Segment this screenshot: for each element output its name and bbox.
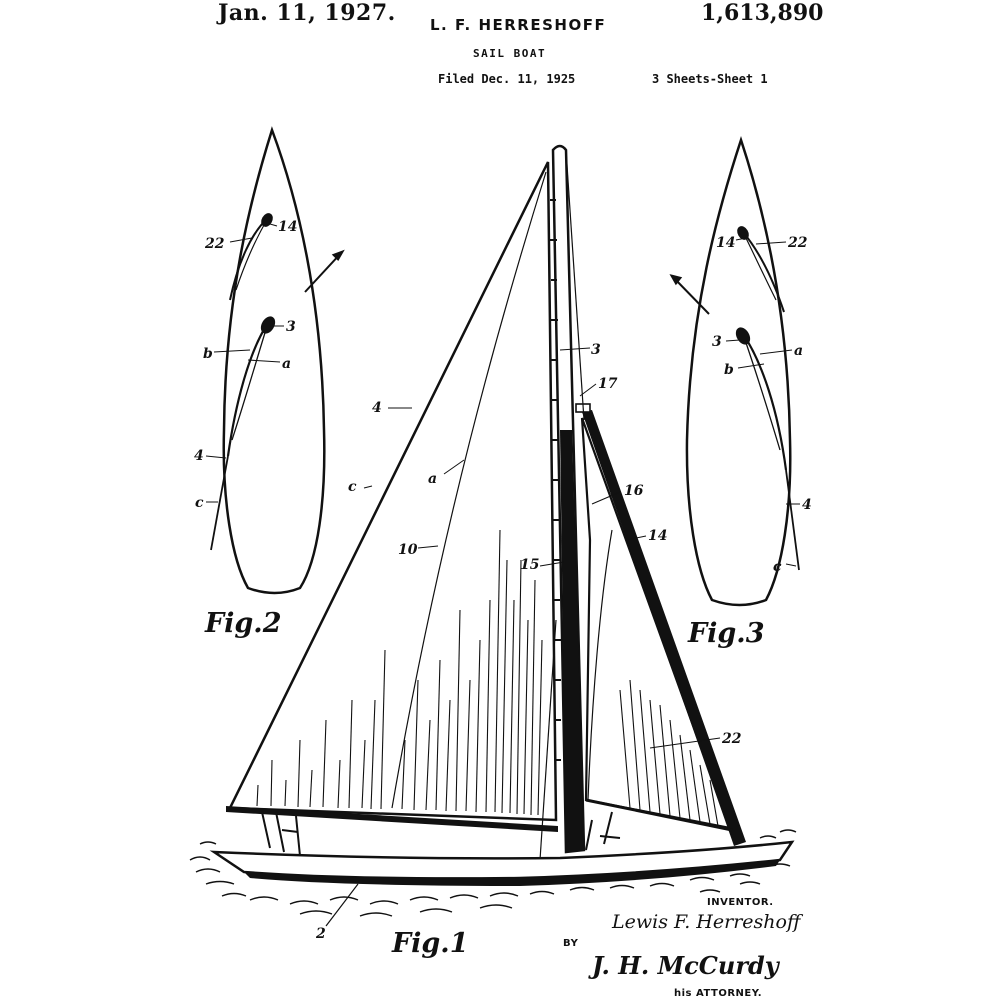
fig2-ref-label: 14 — [278, 219, 298, 235]
fig3-jib-inner — [743, 232, 776, 300]
patent-number: 1,613,890 — [701, 0, 824, 26]
fig3-hull-outline — [687, 140, 790, 605]
figure-1-sailboat — [190, 146, 796, 926]
fig2-jib-mast — [261, 213, 274, 227]
inventor-caption: INVENTOR. — [707, 897, 774, 908]
fig3-ref-label: 4 — [802, 497, 812, 513]
by-label: BY — [563, 938, 579, 949]
fig2-leader-b — [214, 350, 250, 352]
fig2-arrow-head-icon — [334, 252, 342, 259]
fig3-leader-a — [760, 350, 792, 354]
fig2-ref-label: 22 — [205, 236, 225, 252]
filing-date: Filed Dec. 11, 1925 — [438, 72, 576, 86]
fig1-ref-label: 10 — [398, 542, 418, 558]
fig3-mainsail-inner — [743, 334, 780, 450]
issue-date: Jan. 11, 1927. — [218, 0, 396, 26]
fig3-ref-label: 3 — [712, 334, 722, 350]
fig3-ref-label: 14 — [716, 235, 736, 251]
fig2-mainsail-inner — [232, 323, 268, 440]
fig2-ref-label: c — [195, 495, 204, 511]
fig3-leader-22 — [756, 242, 786, 244]
fig1-ref-label: 4 — [372, 400, 382, 416]
fig3-ref-label: a — [794, 343, 804, 359]
fig2-leader-22 — [230, 238, 252, 242]
fig1-ref-label: 14 — [648, 528, 668, 544]
fig3-ref-label: b — [724, 362, 734, 378]
figure-3-hull-plan — [672, 140, 800, 605]
inventor-signature: Lewis F. Herreshoff — [612, 911, 801, 933]
fig3-jib-mast — [737, 226, 750, 240]
fig2-ref-label: 3 — [286, 319, 296, 335]
fig3-leader-3 — [726, 340, 740, 341]
inventor-name-header: L. F. HERRESHOFF — [430, 16, 607, 34]
fig2-leader-a — [248, 360, 280, 362]
fig1-ref-label: 16 — [624, 483, 644, 499]
fig3-leader-c — [786, 564, 796, 566]
fig2-leader-14 — [270, 224, 277, 226]
fig1-ref-label: 3 — [591, 342, 601, 358]
leader-2 — [326, 884, 358, 926]
attorney-caption: his ATTORNEY. — [674, 988, 763, 999]
fig1-ref-label: a — [428, 471, 438, 487]
fig3-caption: Fig.3 — [688, 618, 765, 649]
figure-2-labels — [194, 219, 297, 639]
signature-block — [563, 897, 804, 999]
fig2-ref-label: 4 — [194, 448, 204, 464]
fig3-ref-label: c — [773, 559, 782, 575]
fig2-ref-label: b — [203, 346, 213, 362]
fig1-ref-label: c — [348, 479, 357, 495]
fig1-ref-label: 17 — [598, 376, 618, 392]
fig2-caption: Fig.2 — [205, 608, 282, 639]
fig1-caption: Fig.1 — [392, 928, 469, 959]
fig2-ref-label: a — [282, 356, 292, 372]
mainsail — [230, 162, 556, 820]
fig1-ref-label: 2 — [316, 926, 326, 942]
sheet-count: 3 Sheets-Sheet 1 — [652, 72, 768, 86]
invention-title: SAIL BOAT — [473, 47, 547, 60]
figure-2-hull-plan — [206, 130, 342, 593]
fig2-mast — [260, 316, 277, 335]
fig3-mast — [735, 327, 752, 346]
fig1-ref-label: 15 — [520, 557, 540, 573]
fig1-ref-label: 22 — [722, 731, 742, 747]
fig3-ref-label: 22 — [788, 235, 808, 251]
attorney-signature: J. H. McCurdy — [592, 951, 779, 980]
